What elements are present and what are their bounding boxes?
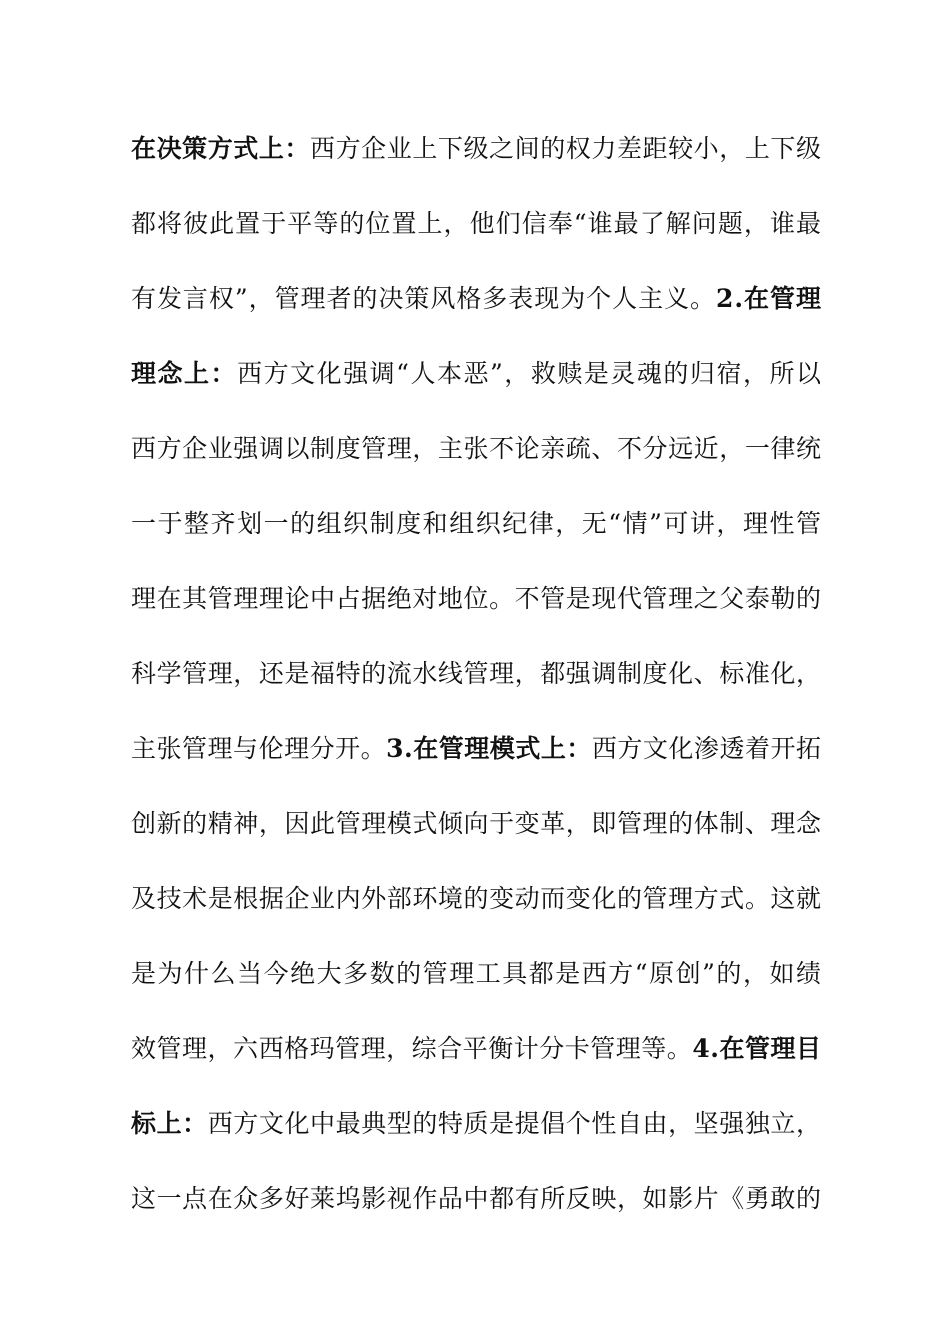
text-run: 西方文化渗透着开拓 bbox=[591, 734, 822, 763]
text-run: 这一点在众多好莱坞影视作品中都有所反映，如影片《勇敢的 bbox=[131, 1184, 822, 1213]
text-line bbox=[131, 649, 821, 699]
text-line bbox=[131, 424, 821, 474]
text-run: 及技术是根据企业内外部环境的变动而变化的管理方式。这就 bbox=[131, 884, 822, 913]
text-run: 西方企业上下级之间的权力差距较小，上下级 bbox=[310, 134, 822, 163]
text-run: 主张管理与伦理分开。 bbox=[131, 734, 387, 763]
text-run-bold: 标上： bbox=[131, 1109, 208, 1138]
text-line bbox=[131, 1099, 821, 1149]
text-line bbox=[131, 124, 821, 174]
text-run-bold: 在决策方式上： bbox=[131, 134, 311, 163]
text-run: 科学管理，还是福特的流水线管理，都强调制度化、标准化， bbox=[131, 659, 822, 688]
text-run: 创新的精神，因此管理模式倾向于变革，即管理的体制、理念 bbox=[131, 809, 822, 838]
text-line bbox=[131, 574, 821, 624]
text-run-bold: 3.在管理模式上： bbox=[386, 734, 592, 763]
text-line bbox=[131, 1174, 821, 1224]
text-run: 理在其管理理论中占据绝对地位。不管是现代管理之父泰勒的 bbox=[131, 584, 822, 613]
body-text bbox=[131, 124, 821, 1249]
text-run: 西方文化中最典型的特质是提倡个性自由，坚强独立， bbox=[207, 1109, 822, 1138]
text-run: 都将彼此置于平等的位置上，他们信奉“谁最了解问题，谁最 bbox=[131, 209, 823, 238]
text-line bbox=[131, 349, 821, 399]
text-run-bold: 理念上： bbox=[131, 359, 238, 388]
text-line bbox=[131, 724, 821, 774]
text-run-bold: 4.在管理目 bbox=[692, 1034, 822, 1063]
text-line bbox=[131, 949, 821, 999]
text-run: 一于整齐划一的组织制度和组织纪律，无“情”可讲，理性管 bbox=[131, 509, 823, 538]
text-line bbox=[131, 199, 821, 249]
text-run-bold: 2.在管理 bbox=[716, 284, 822, 313]
text-line bbox=[131, 1024, 821, 1074]
text-line bbox=[131, 874, 821, 924]
text-line bbox=[131, 274, 821, 324]
text-run: 是为什么当今绝大多数的管理工具都是西方“原创”的，如绩 bbox=[131, 959, 823, 988]
text-line bbox=[131, 499, 821, 549]
text-run: 效管理，六西格玛管理，综合平衡计分卡管理等。 bbox=[131, 1034, 693, 1063]
text-line bbox=[131, 799, 821, 849]
text-run: 西方文化强调“人本恶”，救赎是灵魂的归宿，所以 bbox=[237, 359, 823, 388]
text-run: 西方企业强调以制度管理，主张不论亲疏、不分远近，一律统 bbox=[131, 434, 822, 463]
text-run: 有发言权”，管理者的决策风格多表现为个人主义。 bbox=[131, 284, 717, 313]
